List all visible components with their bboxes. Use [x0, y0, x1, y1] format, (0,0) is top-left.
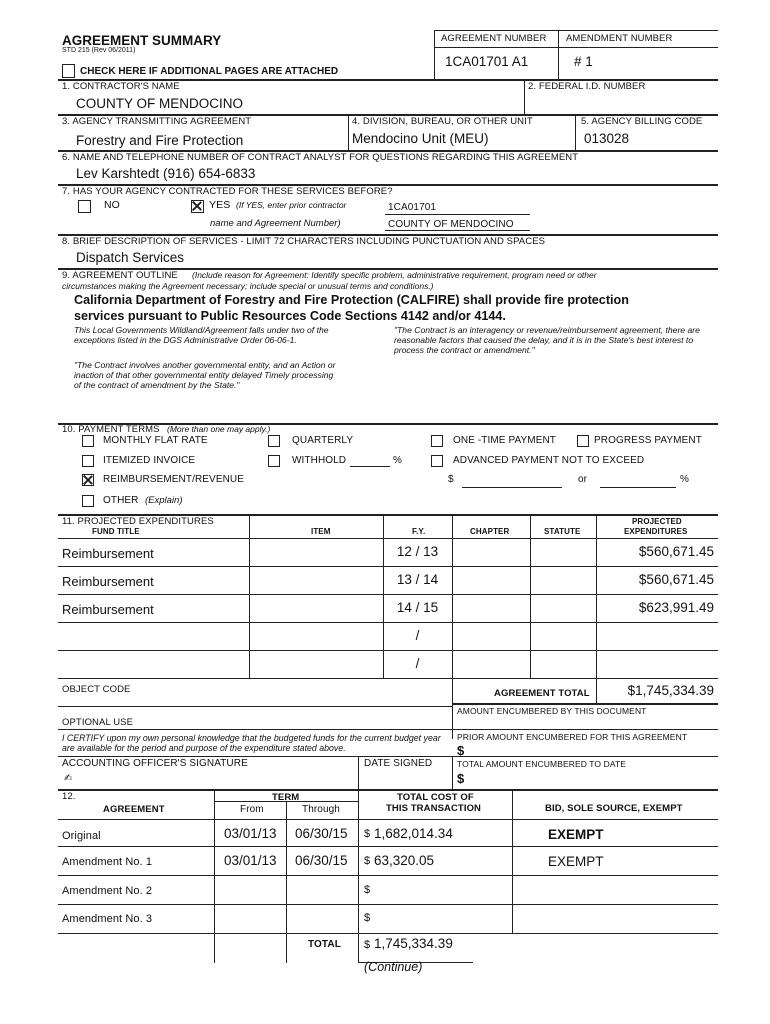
- description-label: 8. BRIEF DESCRIPTION OF SERVICES - LIMIT 72 CHARACTERS INCLUDING PUNCTUATION AND SPACES: [62, 236, 546, 247]
- s12-row-2-through: 06/30/15: [295, 853, 348, 868]
- exp-row-3-fund: Reimbursement: [62, 602, 154, 617]
- advanced-percent: %: [680, 474, 689, 485]
- exp-row-3-fy: 14 / 15: [396, 600, 439, 615]
- col-fy: F.Y.: [412, 527, 426, 536]
- col-fund-title: FUND TITLE: [92, 527, 140, 536]
- yes-checkbox[interactable]: [191, 200, 204, 213]
- attach-pages-label: CHECK HERE IF ADDITIONAL PAGES ARE ATTACHED: [80, 66, 339, 77]
- prior-contractor-name: COUNTY OF MENDOCINO: [388, 219, 514, 230]
- outline-note-3: "The Contract involves another governmental entity, and an Action or inaction of that other governmental entity delayed Timely processing of the contract of amendment by the State.": [74, 360, 336, 390]
- optional-use-label: OPTIONAL USE: [62, 717, 134, 728]
- outline-hint-2: circumstances making the Agreement necessary; include special or unusual terms and conditions.): [62, 281, 434, 291]
- no-checkbox[interactable]: [78, 200, 91, 213]
- quarterly-checkbox[interactable]: [268, 435, 280, 447]
- exp-row-1-fund: Reimbursement: [62, 546, 154, 561]
- reimbursement-label: REIMBURSEMENT/REVENUE: [103, 474, 245, 485]
- exp-row-5-fy: /: [415, 656, 420, 671]
- federal-id-label: 2. FEDERAL I.D. NUMBER: [528, 81, 646, 92]
- s12-row-1-from: 03/01/13: [224, 826, 277, 841]
- col-statute: STATUTE: [544, 527, 581, 536]
- section-12-number: 12.: [62, 791, 76, 802]
- advanced-label: ADVANCED PAYMENT NOT TO EXCEED: [453, 455, 645, 466]
- prior-encumbered-label: PRIOR AMOUNT ENCUMBERED FOR THIS AGREEMENT: [457, 732, 688, 742]
- description: Dispatch Services: [76, 250, 185, 265]
- s12-row-4-name: Amendment No. 3: [62, 913, 153, 925]
- s12-row-2-bid: EXEMPT: [548, 854, 604, 869]
- withhold-label: WITHHOLD: [292, 455, 347, 466]
- quarterly-label: QUARTERLY: [292, 435, 354, 446]
- exp-row-1-amount: $560,671.45: [638, 544, 714, 559]
- col-chapter: CHAPTER: [470, 527, 510, 536]
- billing-code: 013028: [584, 131, 630, 146]
- monthly-label: MONTHLY FLAT RATE: [103, 435, 208, 446]
- exp-row-2-amount: $560,671.45: [638, 572, 714, 587]
- continue-label: (Continue): [364, 960, 423, 974]
- analyst-label: 6. NAME AND TELEPHONE NUMBER OF CONTRACT ANALYST FOR QUESTIONS REGARDING THIS AGREEMENT: [62, 152, 579, 163]
- date-signed-label: DATE SIGNED: [364, 758, 433, 769]
- col-bid: BID, SOLE SOURCE, EXEMPT: [545, 803, 683, 814]
- s12-row-1-through: 06/30/15: [295, 826, 348, 841]
- s12-row-2-name: Amendment No. 1: [62, 856, 153, 868]
- one-time-label: ONE -TIME PAYMENT: [453, 435, 556, 446]
- amendment-number-label: AMENDMENT NUMBER: [566, 33, 673, 44]
- withhold-percent: %: [393, 455, 402, 466]
- outline-note-1: This Local Governments Wildland/Agreement falls under two of the exceptions listed in the DGS Administrative Order 06-06-1.: [74, 325, 329, 345]
- col-through: Through: [302, 804, 340, 815]
- advanced-or: or: [578, 474, 588, 485]
- progress-checkbox[interactable]: [577, 435, 589, 447]
- form-id: STD 215 (Rev 06/2011): [62, 47, 136, 54]
- division-name: Mendocino Unit (MEU): [352, 131, 489, 146]
- outline-line-2: services pursuant to Public Resources Code Sections 4142 and/or 4144.: [74, 309, 506, 323]
- yes-hint: (If YES, enter prior contractor: [236, 200, 347, 210]
- attach-pages-checkbox[interactable]: [62, 64, 75, 78]
- exp-row-4-fy: /: [415, 628, 420, 643]
- outline-hint: (Include reason for Agreement: Identify specific problem, administrative requirement, program need or other: [192, 270, 597, 280]
- advanced-checkbox[interactable]: [431, 455, 443, 467]
- col-cost-1: TOTAL COST OF: [397, 792, 474, 803]
- yes-hint-2: name and Agreement Number): [210, 218, 341, 229]
- other-explain: (Explain): [145, 495, 183, 506]
- prior-encumbered-dollar: $: [457, 743, 465, 758]
- s12-row-1-bid: EXEMPT: [548, 827, 604, 842]
- col-agreement: AGREEMENT: [103, 804, 165, 815]
- s12-row-3-dollar: $: [364, 884, 371, 896]
- reimbursement-checkbox[interactable]: [82, 474, 94, 486]
- exp-row-2-fy: 13 / 14: [396, 572, 439, 587]
- payment-hint: (More than one may apply.): [167, 424, 271, 434]
- progress-label: PROGRESS PAYMENT: [594, 435, 702, 446]
- outline-line-1: California Department of Forestry and Fire Protection (CALFIRE) shall provide fire protection: [74, 293, 629, 307]
- agreement-total-label: AGREEMENT TOTAL: [494, 688, 590, 699]
- s12-total-label: TOTAL: [308, 939, 341, 950]
- expenditures-label: 11. PROJECTED EXPENDITURES: [62, 516, 214, 527]
- col-from: From: [240, 804, 264, 815]
- advanced-dollar: $: [448, 474, 454, 485]
- col-term: TERM: [272, 792, 300, 803]
- agency-label: 3. AGENCY TRANSMITTING AGREEMENT: [62, 116, 252, 127]
- withhold-checkbox[interactable]: [268, 455, 280, 467]
- itemized-checkbox[interactable]: [82, 455, 94, 467]
- one-time-checkbox[interactable]: [431, 435, 443, 447]
- signature-label: ACCOUNTING OFFICER'S SIGNATURE: [62, 758, 248, 769]
- object-code-label: OBJECT CODE: [62, 684, 131, 695]
- total-encumbered-label: TOTAL AMOUNT ENCUMBERED TO DATE: [457, 759, 627, 769]
- s12-row-4-dollar: $: [364, 912, 371, 924]
- s12-row-1-dollar: $: [364, 828, 371, 840]
- s12-total-dollar: $: [364, 939, 371, 951]
- col-item: ITEM: [311, 527, 331, 536]
- outline-note-2: "The Contract is an interagency or revenue/reimbursement agreement, there are reasonable factors that caused the delay, and it is in the State's best interest to process the contract or amendment.": [394, 325, 700, 355]
- itemized-label: ITEMIZED INVOICE: [103, 455, 196, 466]
- payment-label: 10. PAYMENT TERMS: [62, 424, 160, 435]
- s12-row-2-from: 03/01/13: [224, 853, 277, 868]
- billing-code-label: 5. AGENCY BILLING CODE: [581, 116, 703, 127]
- contractor-name: COUNTY OF MENDOCINO: [76, 96, 244, 111]
- monthly-checkbox[interactable]: [82, 435, 94, 447]
- agency-name: Forestry and Fire Protection: [76, 133, 244, 148]
- other-label: OTHER: [103, 495, 139, 506]
- s12-row-2-cost: 63,320.05: [374, 853, 435, 868]
- total-encumbered-dollar: $: [457, 771, 465, 786]
- s12-row-2-dollar: $: [364, 855, 371, 867]
- analyst-info: Lev Karshtedt (916) 654-6833: [76, 166, 256, 181]
- amendment-number: # 1: [574, 54, 593, 69]
- yes-label: YES: [209, 199, 231, 211]
- certify-text: I CERTIFY upon my own personal knowledge that the budgeted funds for the current budget year are available for the period and purpose of the expenditure stated above.: [62, 733, 441, 753]
- contractor-label: 1. CONTRACTOR'S NAME: [62, 81, 180, 92]
- exp-row-1-fy: 12 / 13: [396, 544, 439, 559]
- s12-row-1-cost: 1,682,014.34: [374, 826, 453, 841]
- signature-mark: ✍: [64, 773, 73, 784]
- prior-agreement-number: 1CA01701: [388, 202, 437, 213]
- form-title: AGREEMENT SUMMARY: [62, 33, 222, 48]
- encumbered-doc-label: AMOUNT ENCUMBERED BY THIS DOCUMENT: [457, 706, 647, 716]
- col-cost-2: THIS TRANSACTION: [386, 803, 482, 814]
- outline-label: 9. AGREEMENT OUTLINE: [62, 270, 178, 281]
- no-label: NO: [104, 199, 120, 211]
- contracted-before-label: 7. HAS YOUR AGENCY CONTRACTED FOR THESE SERVICES BEFORE?: [62, 186, 393, 197]
- col-projected-1: PROJECTED: [632, 517, 682, 526]
- col-projected-2: EXPENDITURES: [624, 527, 688, 536]
- other-checkbox[interactable]: [82, 495, 94, 507]
- agreement-number: 1CA01701 A1: [445, 54, 529, 69]
- s12-row-3-name: Amendment No. 2: [62, 885, 153, 897]
- agreement-number-label: AGREEMENT NUMBER: [441, 33, 547, 44]
- s12-total: 1,745,334.39: [374, 936, 453, 951]
- exp-row-3-amount: $623,991.49: [638, 600, 714, 615]
- exp-row-2-fund: Reimbursement: [62, 574, 154, 589]
- agreement-total: $1,745,334.39: [627, 683, 714, 698]
- s12-row-1-name: Original: [62, 830, 101, 842]
- division-label: 4. DIVISION, BUREAU, OR OTHER UNIT: [352, 116, 533, 127]
